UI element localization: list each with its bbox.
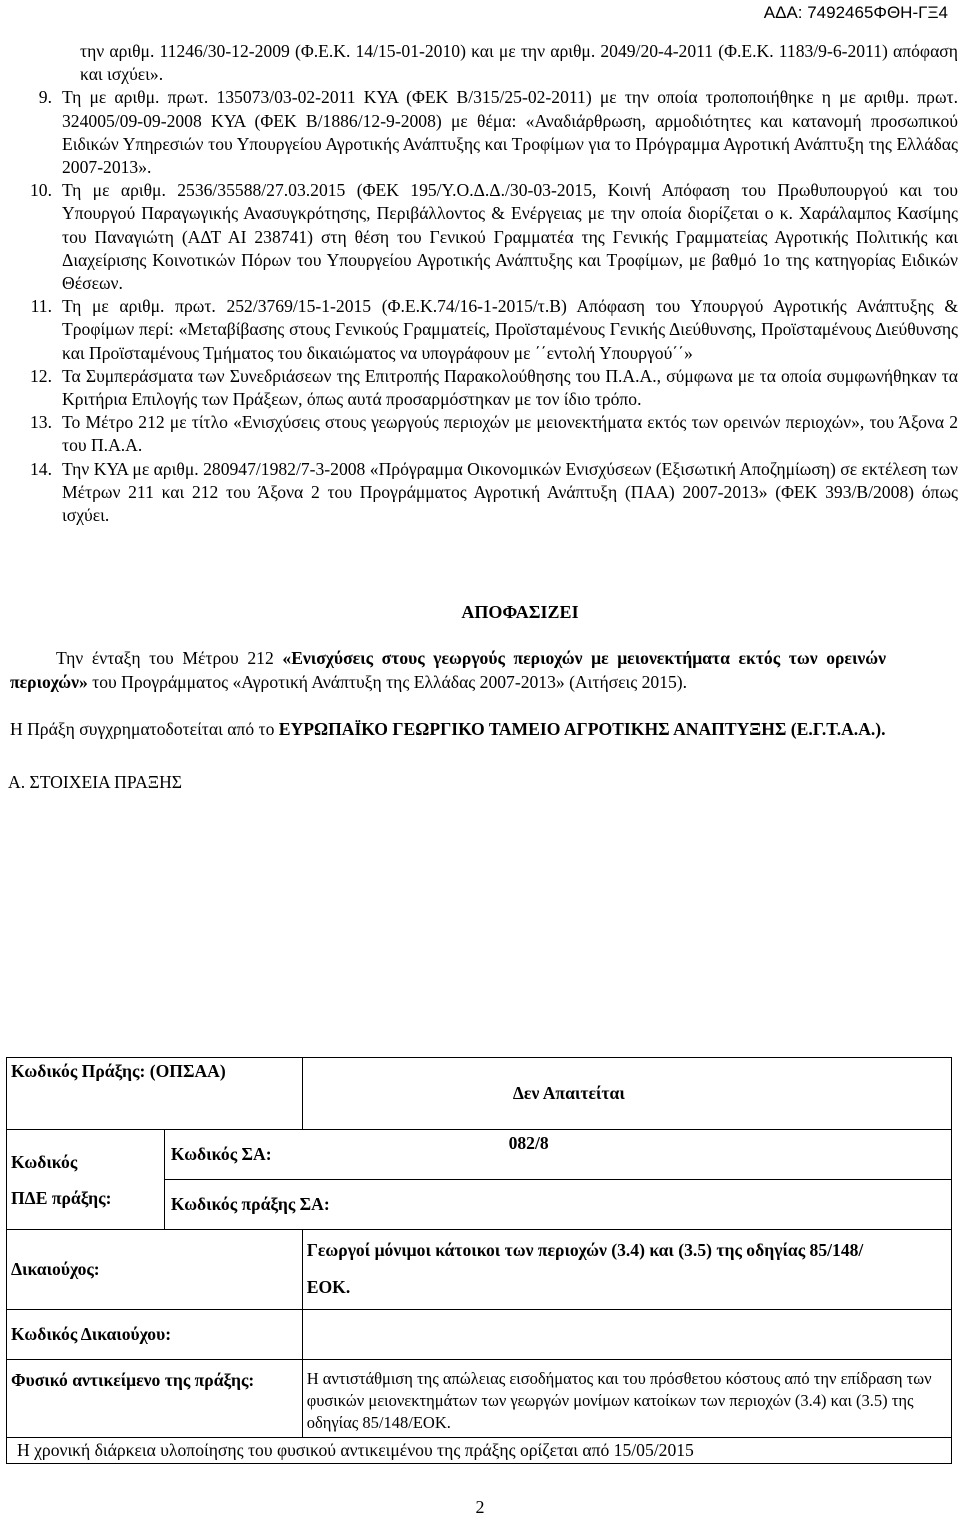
list-item: [30, 86, 958, 179]
table-label: Δικαιούχος:: [7, 1230, 303, 1310]
list-item: [30, 295, 958, 365]
page-number: 2: [475, 1497, 485, 1517]
list-item: [30, 365, 958, 411]
decision-text-c: του Προγράμματος «Αγροτική Ανάπτυξη της Ελλάδας 2007-2013» (Αιτήσεις 2015).: [87, 671, 688, 692]
table-label: [7, 1130, 165, 1230]
continued-text: την αριθμ. 11246/30-12-2009 (Φ.Ε.Κ. 14/15-01-2010) και με την αριθμ. 2049/20-4-2011 (Φ.Ε.Κ. 1183/9-6-2011) απόφαση και ισχύει».: [80, 41, 958, 85]
item-number: 11.: [30, 296, 52, 317]
item-text: Τη με αριθμ. πρωτ. 252/3769/15-1-2015 (Φ.Ε.Κ.74/16-1-2015/τ.Β) Απόφαση του Υπουργού Αγροτικής Ανάπτυξης & Τροφίμων περί: «Μεταβίβασης στους Γενικούς Γραμματείς, Προϊσταμένους Γενικής Διεύθυνσης, Προϊσταμένους Διεύθυνσης και Προϊσταμένους Τμήματος του δικαιώματος να υπογράφουν με ΄΄εντολή Υπουργού΄΄»: [62, 296, 958, 363]
table-value: [302, 1310, 951, 1360]
table-label: Κωδικός πράξης ΣΑ:: [164, 1180, 951, 1230]
table-value: 082/8: [302, 1130, 951, 1180]
document-body: [8, 40, 958, 794]
measure-title: «Ενισχύσεις στους γεωργούς περιοχών με μειονεκτήματα εκτός των ορεινών περιοχών»: [10, 648, 886, 692]
ada-code: ΑΔΑ: 7492465ΦΘΗ-ΓΞ4: [763, 3, 948, 22]
item-number: 9.: [38, 87, 52, 108]
table-row: [7, 1438, 952, 1464]
fund-name: ΕΥΡΩΠΑΪΚΟ ΓΕΩΡΓΙΚΟ ΤΑΜΕΙΟ ΑΓΡΟΤΙΚΗΣ ΑΝΑΠΤΥΞΗΣ (Ε.Γ.Τ.Α.Α.).: [278, 718, 886, 739]
list-item: [30, 179, 958, 295]
item-number: 10.: [30, 180, 52, 201]
label-line: ΠΔΕ πράξης:: [11, 1187, 112, 1208]
section-heading: Α. ΣΤΟΙΧΕΙΑ ΠΡΑΞΗΣ: [8, 772, 183, 793]
item-text: Την ΚΥΑ με αριθμ. 280947/1982/7-3-2008 «Πρόγραμμα Οικονομικών Ενισχύσεων (Εξισωτική Αποζημίωση) σε εκτέλεση των Μέτρων 211 και 212 του Άξονα 2 του Προγράμματος Αγροτική Ανάπτυξη (ΠΑΑ) 2007-2013» (ΦΕΚ 393/Β/2008) όπως ισχύει.: [62, 458, 958, 526]
table-row: [7, 1230, 952, 1310]
table-label: Κωδικός Πράξης: (ΟΠΣΑΑ): [7, 1058, 303, 1130]
table-label: Φυσικό αντικείμενο της πράξης:: [7, 1360, 303, 1438]
decision-paragraph: [10, 647, 886, 693]
item-text: Τη με αριθμ. πρωτ. 135073/03-02-2011 ΚΥΑ (ΦΕΚ Β/315/25-02-2011) με την οποία τροποποιήθηκε η με αριθμ. πρωτ. 324005/09-09-2008 ΚΥΑ (ΦΕΚ Β/1886/12-9-2008) με θέμα: «Αναδιάρθρωση, αρμοδιότητες και κατανομή προσωπικού Ειδικών Υπηρεσιών του Υπουργείου Αγροτικής Ανάπτυξης και Τροφίμων για το Πρόγραμμα Αγροτική Ανάπτυξη της Ελλάδας 2007-2013».: [62, 87, 958, 178]
table-row: [7, 1058, 952, 1130]
table-value: Δεν Απαιτείται: [302, 1058, 951, 1130]
decision-text-a: Την ένταξη του Μέτρου 212: [56, 648, 283, 669]
item-text: Το Μέτρο 212 με τίτλο «Ενισχύσεις στους γεωργούς περιοχών με μειονεκτήματα εκτός των ορεινών περιοχών», του Άξονα 2 του Π.Α.Α.: [62, 412, 958, 456]
list-item: [30, 458, 958, 528]
table-row: [7, 1310, 952, 1360]
table-value: Η αντιστάθμιση της απώλειας εισοδήματος και του πρόσθετου κόστους από την επίδραση των φυσικών μειονεκτημάτων των γεωργών μονίμων κατοίκων των περιοχών (3.4) και (3.5) της οδηγίας 85/148/ΕΟΚ.: [302, 1360, 951, 1438]
label-line: Κωδικός: [11, 1151, 78, 1172]
table-footer-cell: Η χρονική διάρκεια υλοποίησης του φυσικού αντικειμένου της πράξης ορίζεται από 15/05/2015: [7, 1438, 952, 1464]
item-text: Τα Συμπεράσματα των Συνεδριάσεων της Επιτροπής Παρακολούθησης του Π.Α.Α., σύμφωνα με τα οποία συμφωνήθηκαν τα Κριτήρια Επιλογής των Πράξεων, όπως αυτά προσαρμόστηκαν με τον ίδιο τρόπο.: [62, 365, 958, 410]
decision-title: ΑΠΟΦΑΣΙΖΕΙ: [461, 602, 579, 623]
table-label: Κωδικός ΣΑ:: [164, 1130, 302, 1180]
table-label: Κωδικός Δικαιούχου:: [7, 1310, 303, 1360]
item-number: 12.: [30, 365, 52, 386]
item-text: Τη με αριθμ. 2536/35588/27.03.2015 (ΦΕΚ 195/Υ.Ο.Δ.Δ./30-03-2015, Κοινή Απόφαση του Πρωθυπουργού και του Υπουργού Παραγωγικής Ανασυγκρότησης, Περιβάλλοντος & Ενέργειας με την οποία διορίζεται ο κ. Χαράλαμπος Κασίμης του Παναγιώτη (ΑΔΤ ΑΙ 238741) στη θέση του Γενικού Γραμματέα της Γενικής Γραμματείας Αγροτικής Πολιτικής και Διαχείρισης Κοινοτικών Πόρων του Υπουργείου Αγροτικής Ανάπτυξης και Τροφίμων, με βαθμό 1ο της κατηγορίας Ειδικών Θέσεων.: [62, 180, 958, 294]
action-details-table: [6, 1057, 952, 1464]
funding-paragraph: [10, 718, 886, 741]
funding-text: Η Πράξη συγχρηματοδοτείται από το: [10, 718, 279, 739]
list-item: [30, 411, 958, 457]
item-number: 13.: [30, 412, 52, 433]
table-value: Γεωργοί μόνιμοι κάτοικοι των περιοχών (3.4) και (3.5) της οδηγίας 85/148/ΕΟΚ.: [302, 1230, 951, 1310]
table-row: [7, 1360, 952, 1438]
item-number: 14.: [30, 458, 52, 479]
table-row: [7, 1130, 952, 1180]
